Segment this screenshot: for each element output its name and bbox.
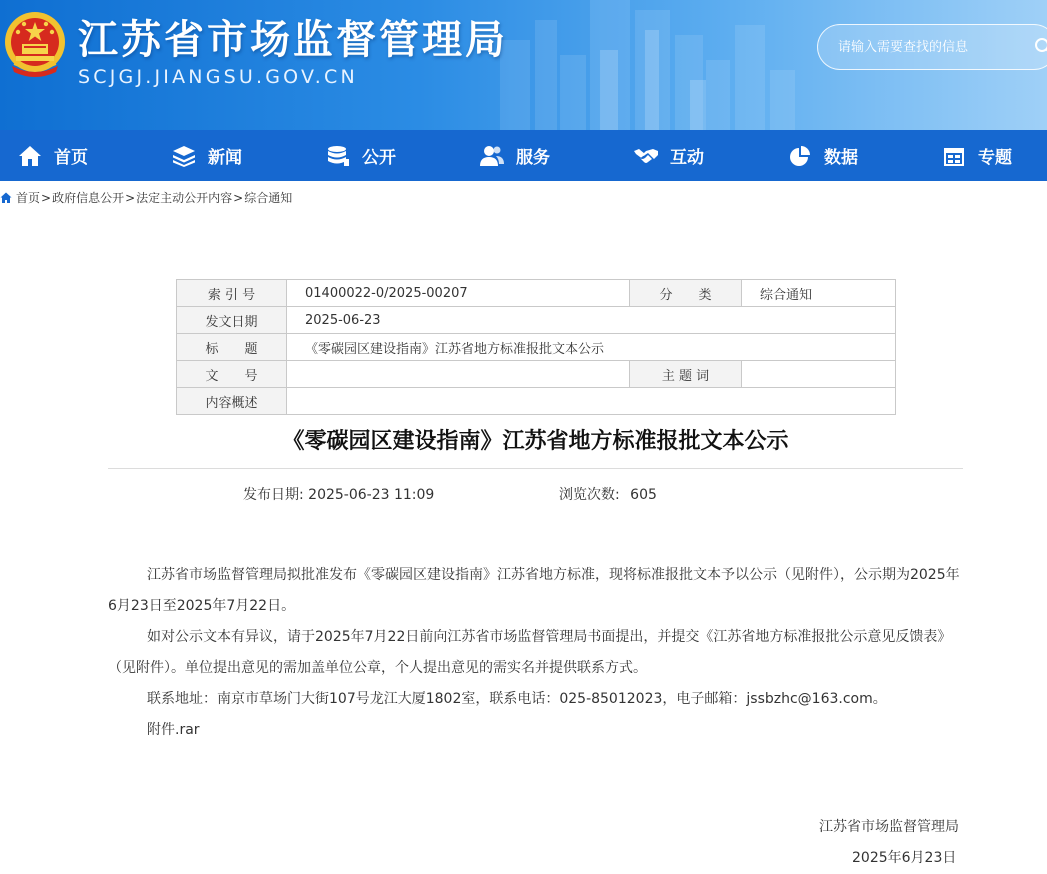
view-count xyxy=(559,484,657,504)
category-label: 分 类 xyxy=(630,280,742,307)
keywords-label: 主 题 词 xyxy=(630,361,742,388)
article-paragraph: 如对公示文本有异议，请于2025年7月22日前向江苏省市场监督管理局书面提出，并提交《江苏省地方标准报批公示意见反馈表》（见附件）。单位提出意见的需加盖单位公章，个人提出意见的需实名并提供联系方式。 xyxy=(108,629,952,676)
table-row xyxy=(177,334,896,361)
docno-label: 文 号 xyxy=(177,361,287,388)
home-icon xyxy=(0,192,12,204)
search-icon[interactable] xyxy=(1034,37,1047,57)
search-box[interactable] xyxy=(817,24,1047,70)
article-paragraph: 联系地址：南京市草场门大街107号龙江大厦1802室，联系电话：025-85012023，电子邮箱：jssbzhc@163.com。 xyxy=(147,691,887,707)
nav-item-label: 新闻 xyxy=(208,148,242,168)
document-info-table xyxy=(176,279,896,415)
nav-item-label: 专题 xyxy=(978,148,1012,168)
national-emblem-icon xyxy=(2,8,68,80)
main-nav xyxy=(0,130,1047,181)
nav-item-label: 首页 xyxy=(54,148,88,168)
table-row xyxy=(177,361,896,388)
publish-date-value: 2025-06-23 11:09 xyxy=(308,487,435,503)
breadcrumb-link-notice[interactable]: 综合通知 xyxy=(244,191,293,205)
nav-item-service[interactable] xyxy=(480,130,550,181)
summary-value xyxy=(287,388,896,415)
docno-value xyxy=(287,361,630,388)
title-label: 标 题 xyxy=(177,334,287,361)
site-title: 江苏省市场监督管理局 xyxy=(78,17,508,63)
users-icon xyxy=(480,145,504,167)
breadcrumb-link-statutory[interactable]: 法定主动公开内容 xyxy=(136,191,233,205)
nav-item-label: 互动 xyxy=(670,148,704,168)
pie-chart-icon xyxy=(788,145,812,167)
breadcrumb-link-gov-info[interactable]: 政府信息公开 xyxy=(52,191,125,205)
view-count-value: 605 xyxy=(630,487,657,503)
summary-label: 内容概述 xyxy=(177,388,287,415)
handshake-icon xyxy=(634,145,658,167)
nav-item-data[interactable] xyxy=(788,130,858,181)
home-icon xyxy=(18,145,42,167)
breadcrumb-separator: > xyxy=(41,190,52,205)
nav-item-open[interactable] xyxy=(326,130,396,181)
index-label: 索 引 号 xyxy=(177,280,287,307)
site-url: SCJGJ.JIANGSU.GOV.CN xyxy=(78,66,358,88)
nav-item-news[interactable] xyxy=(172,130,242,181)
layers-icon xyxy=(172,145,196,167)
table-row xyxy=(177,388,896,415)
article-body xyxy=(108,560,963,746)
database-icon xyxy=(326,145,350,167)
nav-item-label: 服务 xyxy=(516,148,550,168)
nav-item-label: 数据 xyxy=(824,148,858,168)
category-value: 综合通知 xyxy=(742,280,896,307)
view-count-label: 浏览次数: xyxy=(559,487,620,503)
search-input[interactable] xyxy=(838,37,1018,57)
article-title: 《零碳园区建设指南》江苏省地方标准报批文本公示 xyxy=(282,429,789,454)
table-row xyxy=(177,280,896,307)
breadcrumb-separator: > xyxy=(125,190,136,205)
site-header xyxy=(0,0,1047,130)
nav-item-interact[interactable] xyxy=(634,130,704,181)
date-label: 发文日期 xyxy=(177,307,287,334)
publish-date xyxy=(243,484,434,504)
nav-item-topics[interactable] xyxy=(942,130,1012,181)
breadcrumb xyxy=(0,189,292,206)
breadcrumb-link-home[interactable]: 首页 xyxy=(16,191,41,205)
title-value: 《零碳园区建设指南》江苏省地方标准报批文本公示 xyxy=(287,334,896,361)
date-value: 2025-06-23 xyxy=(287,307,896,334)
keywords-value xyxy=(742,361,896,388)
table-row xyxy=(177,307,896,334)
signature-org: 江苏省市场监督管理局 xyxy=(819,819,959,835)
nav-item-home[interactable] xyxy=(18,130,88,181)
signature-date: 2025年6月23日 xyxy=(852,850,957,866)
index-value: 01400022-0/2025-00207 xyxy=(287,280,630,307)
calendar-icon xyxy=(942,145,966,167)
publish-date-label: 发布日期: xyxy=(243,487,304,503)
attachment-link[interactable]: 附件.rar xyxy=(147,722,200,738)
breadcrumb-separator: > xyxy=(233,190,244,205)
title-divider xyxy=(108,468,963,469)
nav-item-label: 公开 xyxy=(362,148,396,168)
article-paragraph: 江苏省市场监督管理局拟批准发布《零碳园区建设指南》江苏省地方标准，现将标准报批文本予以公示（见附件），公示期为2025年6月23日至2025年7月22日。 xyxy=(108,567,960,614)
